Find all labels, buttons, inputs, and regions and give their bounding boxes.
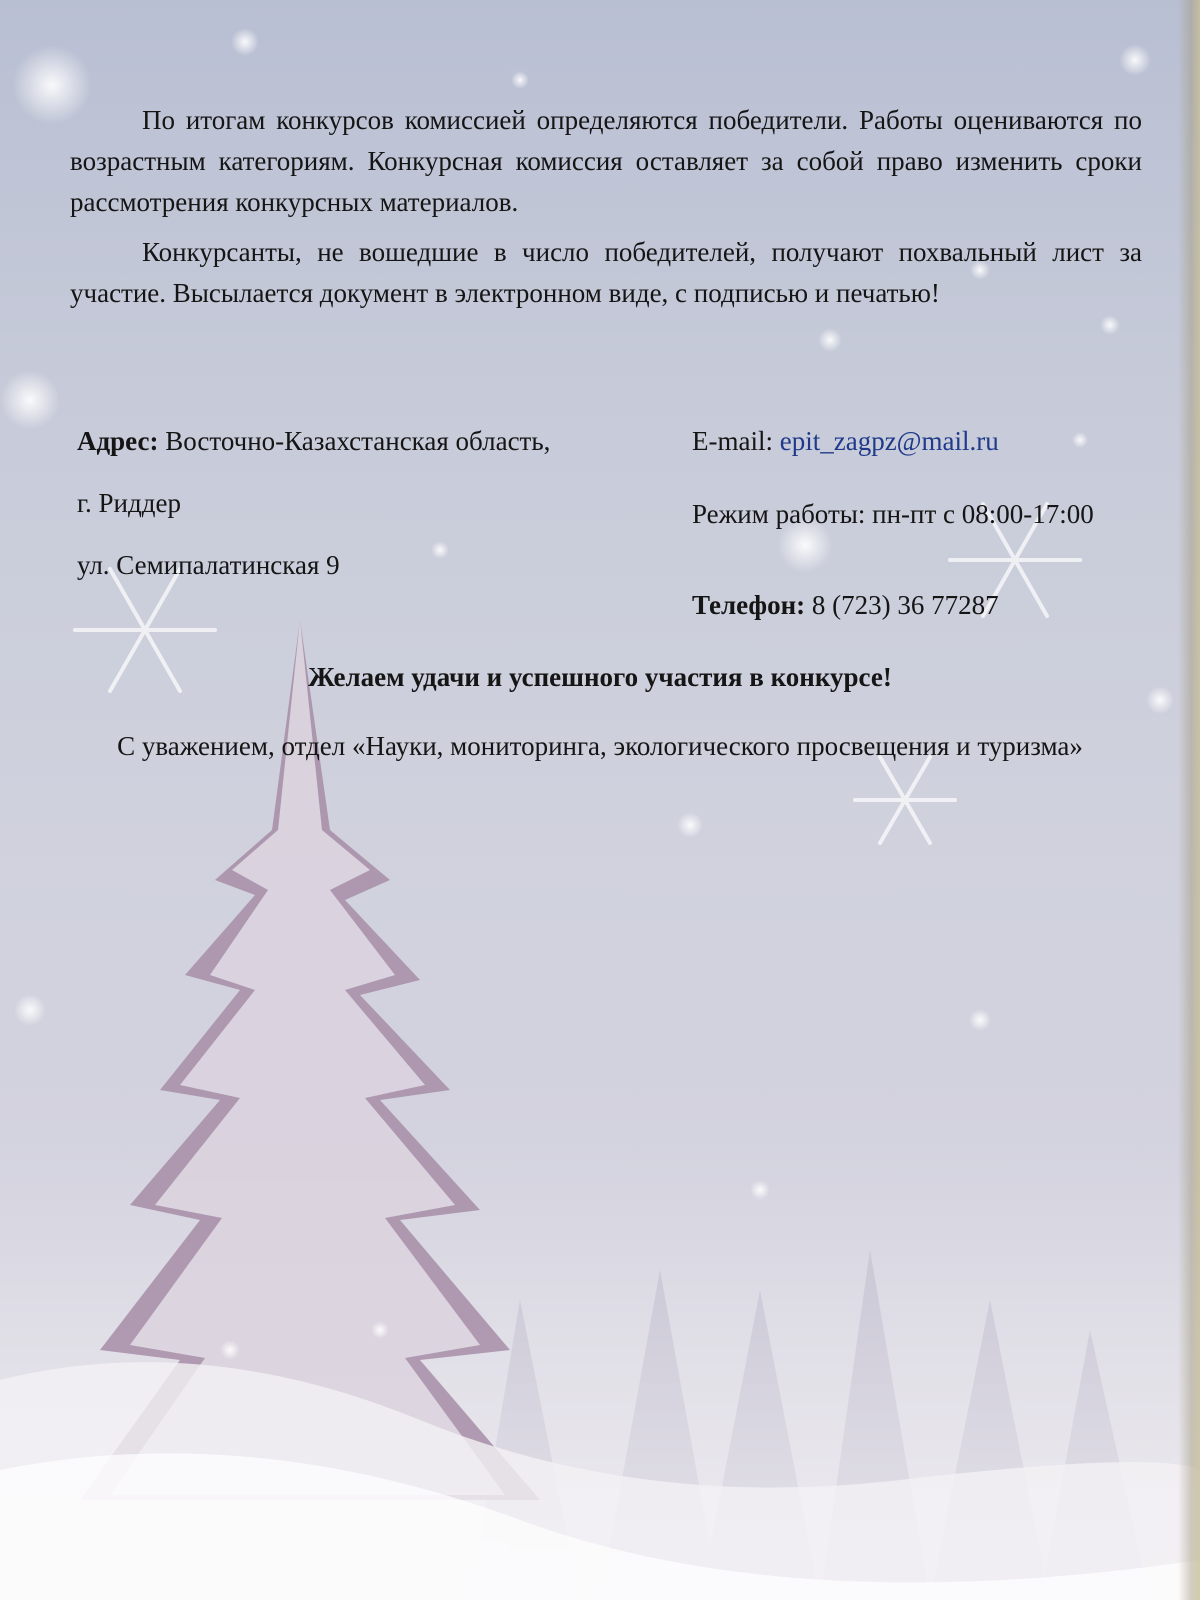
email-label: E-mail:: [692, 426, 773, 456]
working-hours: Режим работы: пн-пт с 08:00-17:00: [692, 499, 1094, 529]
phone-number: 8 (723) 36 77287: [811, 590, 999, 620]
phone-label: Телефон:: [692, 590, 806, 620]
phone-line: [692, 590, 999, 621]
paragraph-participants-text: Конкурсанты, не вошедшие в число победителей, получают похвальный лист за участие. Высылается документ в электронном виде, с подписью и печатью!: [70, 237, 1142, 308]
address-street: ул. Семипалатинская 9: [77, 550, 340, 580]
address-region-line: [77, 426, 550, 457]
email-link[interactable]: epit_zagpz@mail.ru: [779, 426, 999, 456]
address-city: г. Риддер: [77, 488, 181, 518]
paragraph-winners: [70, 100, 1142, 223]
good-luck-wish: Желаем удачи и успешного участия в конкурсе!: [308, 662, 892, 692]
paragraph-participants: [70, 232, 1142, 314]
regards-signature: С уважением, отдел «Науки, мониторинга, экологического просвещения и туризма»: [117, 731, 1083, 761]
address-label: Адрес:: [77, 426, 159, 456]
address-region: Восточно-Казахстанская область,: [165, 426, 551, 456]
email-line: [692, 426, 999, 457]
paragraph-winners-text: По итогам конкурсов комиссией определяются победители. Работы оцениваются по возрастным категориям. Конкурсная комиссия оставляет за собой право изменить сроки рассмотрения конкурсных материалов.: [70, 105, 1142, 217]
